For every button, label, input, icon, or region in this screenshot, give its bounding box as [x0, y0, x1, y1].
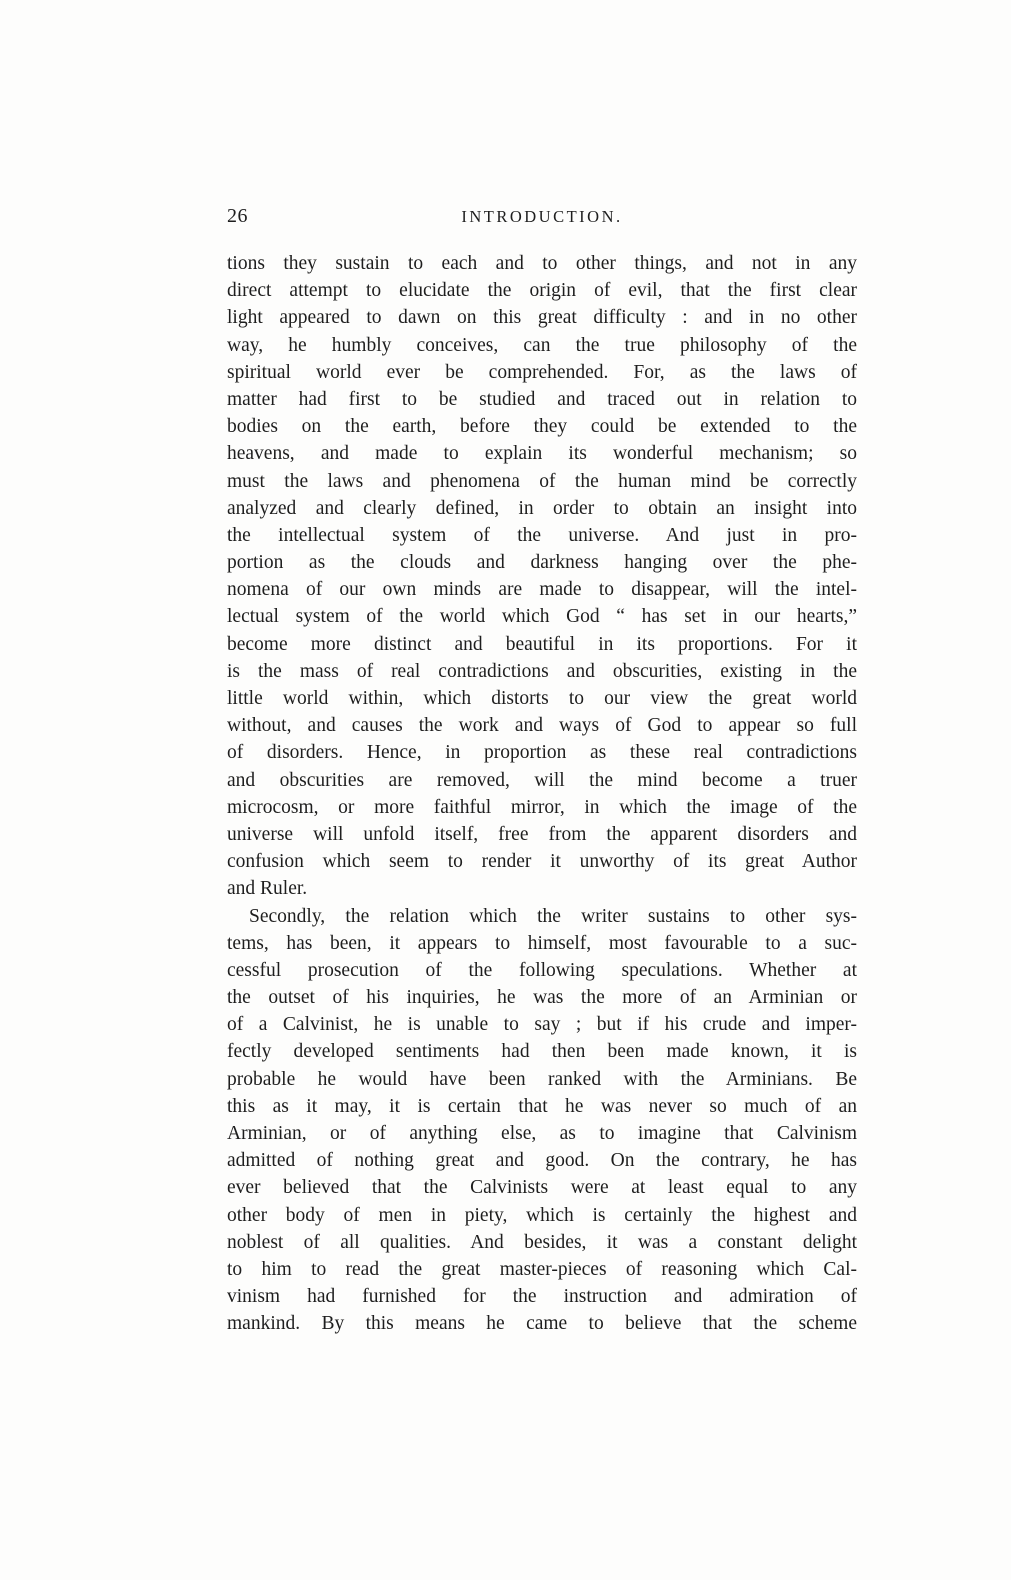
text-line: other body of men in piety, which is certainly the highest and [227, 1204, 857, 1226]
text-line: lectual system of the world which God “ has set in our hearts,” [227, 606, 857, 628]
text-line: ever believed that the Calvinists were at least equal to any [227, 1177, 857, 1199]
text-line: this as it may, it is certain that he was never so much of an [227, 1095, 857, 1117]
text-line: Arminian, or of anything else, as to imagine that Calvinism [227, 1123, 857, 1144]
text-line: little world within, which distorts to our view the great world [227, 688, 857, 709]
text-line: of a Calvinist, he is unable to say ; but if his crude and imper- [227, 1014, 857, 1036]
text-line: mankind. By this means he came to believe that the scheme [227, 1313, 857, 1335]
text-line: nomena of our own minds are made to disappear, will the intel- [227, 579, 857, 601]
text-line: and Ruler. [227, 878, 308, 900]
text-line: universe will unfold itself, free from the apparent disorders and [227, 823, 857, 845]
text-line: light appeared to dawn on this great difficulty : and in no other [227, 307, 857, 329]
text-line: confusion which seem to render it unworthy of its great Author [227, 851, 857, 873]
text-line: to him to read the great master-pieces of reasoning which Cal- [227, 1258, 857, 1280]
text-line: probable he would have been ranked with the Arminians. Be [227, 1068, 857, 1090]
paragraph [227, 903, 857, 1338]
text-line: vinism had furnished for the instruction and admiration of [227, 1286, 857, 1308]
text-line: the intellectual system of the universe. And just in pro- [227, 524, 857, 546]
text-line: Secondly, the relation which the writer sustains to other sys- [249, 905, 857, 927]
text-line: bodies on the earth, before they could be extended to the [227, 416, 857, 438]
text-line: tions they sustain to each and to other things, and not in any [227, 253, 857, 274]
text-line: cessful prosecution of the following speculations. Whether at [227, 959, 857, 981]
page-number: 26 [227, 205, 248, 227]
body-text [227, 250, 857, 1338]
text-line: without, and causes the work and ways of God to appear so full [227, 715, 857, 737]
text-line: matter had first to be studied and traced out in relation to [227, 388, 857, 410]
page-header [227, 205, 857, 229]
text-line: spiritual world ever be comprehended. For, as the laws of [227, 361, 857, 383]
text-line: and obscurities are removed, will the mind become a truer [227, 769, 857, 791]
text-line: must the laws and phenomena of the human mind be correctly [227, 470, 857, 492]
paragraph [227, 250, 857, 903]
text-line: heavens, and made to explain its wonderful mechanism; so [227, 443, 857, 465]
text-line: microcosm, or more faithful mirror, in which the image of the [227, 796, 857, 818]
text-line: become more distinct and beautiful in its proportions. For it [227, 633, 857, 655]
text-line: analyzed and clearly defined, in order to obtain an insight into [227, 497, 857, 519]
text-line: noblest of all qualities. And besides, it was a constant delight [227, 1231, 857, 1253]
text-line: admitted of nothing great and good. On the contrary, he has [227, 1150, 857, 1172]
text-line: direct attempt to elucidate the origin of evil, that the first clear [227, 280, 857, 302]
running-title: INTRODUCTION. [461, 207, 623, 226]
text-line: tems, has been, it appears to himself, most favourable to a suc- [227, 932, 857, 954]
text-line: portion as the clouds and darkness hanging over the phe- [227, 552, 857, 574]
text-line: of disorders. Hence, in proportion as these real contradictions [227, 742, 857, 764]
text-line: way, he humbly conceives, can the true philosophy of the [227, 334, 857, 356]
text-line: fectly developed sentiments had then been made known, it is [227, 1041, 857, 1063]
text-line: the outset of his inquiries, he was the more of an Arminian or [227, 987, 857, 1009]
text-line: is the mass of real contradictions and obscurities, existing in the [227, 660, 857, 682]
